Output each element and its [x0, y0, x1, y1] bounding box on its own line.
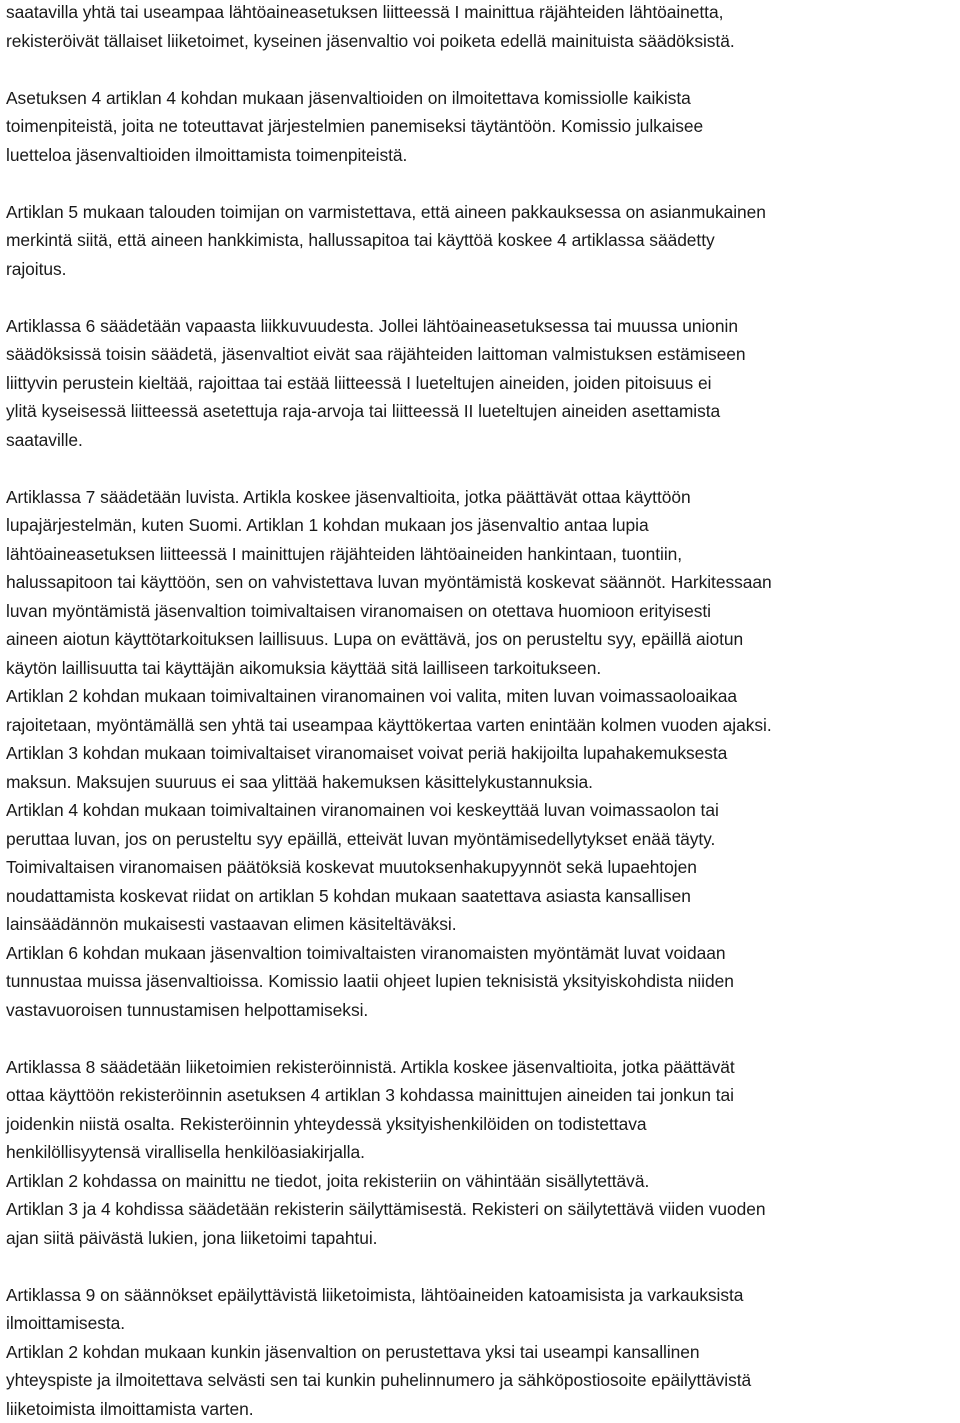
paragraph [6, 483, 954, 1025]
text-line: Artiklan 5 mukaan talouden toimijan on varmistettava, että aineen pakkauksessa on asianmukainen [6, 198, 954, 227]
text-line: ilmoittamisesta. [6, 1309, 954, 1338]
paragraph-gap [6, 55, 954, 84]
text-line: Artiklan 2 kohdassa on mainittu ne tiedot, joita rekisteriin on vähintään sisällytettävä. [6, 1167, 954, 1196]
paragraph-gap [6, 283, 954, 312]
text-line: halussapitoon tai käyttöön, sen on vahvistettava luvan myöntämistä koskevat säännöt. Harkitessaan [6, 568, 954, 597]
text-line: maksun. Maksujen suuruus ei saa ylittää hakemuksen käsittelykustannuksia. [6, 768, 954, 797]
text-line: Artiklan 2 kohdan mukaan toimivaltainen viranomainen voi valita, miten luvan voimassaoloaikaa [6, 682, 954, 711]
text-line: lähtöaineasetuksen liitteessä I mainittujen räjähteiden lähtöaineiden hankintaan, tuontiin, [6, 540, 954, 569]
paragraph [6, 312, 954, 455]
text-line: Artiklassa 8 säädetään liiketoimien rekisteröinnistä. Artikla koskee jäsenvaltioita, jotka päättävät [6, 1053, 954, 1082]
text-line: säädöksissä toisin säädetä, jäsenvaltiot eivät saa räjähteiden laittoman valmistuksen estämiseen [6, 340, 954, 369]
paragraph [6, 1053, 954, 1253]
text-line: aineen aiotun käyttötarkoituksen laillisuus. Lupa on evättävä, jos on perusteltu syy, epäillä aiotun [6, 625, 954, 654]
paragraph-gap [6, 1252, 954, 1281]
paragraph [6, 0, 954, 55]
text-line: Artiklassa 6 säädetään vapaasta liikkuvuudesta. Jollei lähtöaineasetuksessa tai muussa unionin [6, 312, 954, 341]
text-line: noudattamista koskevat riidat on artiklan 5 kohdan mukaan saatettava asiasta kansallisen [6, 882, 954, 911]
paragraph [6, 84, 954, 170]
text-line: peruttaa luvan, jos on perusteltu syy epäillä, etteivät luvan myöntämisedellytykset enää täyty. [6, 825, 954, 854]
paragraph-gap [6, 454, 954, 483]
text-line: Artiklan 2 kohdan mukaan kunkin jäsenvaltion on perustettava yksi tai useampi kansallinen [6, 1338, 954, 1367]
text-line: yhteyspiste ja ilmoitettava selvästi sen tai kunkin puhelinnumero ja sähköpostiosoite epäilyttävistä [6, 1366, 954, 1395]
text-line: ajan siitä päivästä lukien, jona liiketoimi tapahtui. [6, 1224, 954, 1253]
text-line: käytön laillisuutta tai käyttäjän aikomuksia käyttää sitä lailliseen tarkoitukseen. [6, 654, 954, 683]
text-line: joidenkin niistä osalta. Rekisteröinnin yhteydessä yksityishenkilöiden on todistettava [6, 1110, 954, 1139]
text-line: lupajärjestelmän, kuten Suomi. Artiklan 1 kohdan mukaan jos jäsenvaltio antaa lupia [6, 511, 954, 540]
text-line: rajoitus. [6, 255, 954, 284]
text-line: rekisteröivät tällaiset liiketoimet, kyseinen jäsenvaltio voi poiketa edellä mainituista säädöksistä. [6, 27, 954, 56]
text-line: liiketoimista ilmoittamista varten. [6, 1395, 954, 1423]
paragraph [6, 198, 954, 284]
text-line: toimenpiteistä, joita ne toteuttavat järjestelmien panemiseksi täytäntöön. Komissio julkaisee [6, 112, 954, 141]
text-line: rajoitetaan, myöntämällä sen yhtä tai useampaa käyttökertaa varten enintään kolmen vuoden ajaksi. [6, 711, 954, 740]
text-line: saatavilla yhtä tai useampaa lähtöaineasetuksen liitteessä I mainittua räjähteiden lähtöainetta, [6, 0, 954, 27]
text-line: lainsäädännön mukaisesti vastaavan elimen käsiteltäväksi. [6, 910, 954, 939]
text-line: luetteloa jäsenvaltioiden ilmoittamista toimenpiteistä. [6, 141, 954, 170]
text-line: ylitä kyseisessä liitteessä asetettuja raja-arvoja tai liitteessä II lueteltujen aineiden asettamista [6, 397, 954, 426]
text-line: liittyvin perustein kieltää, rajoittaa tai estää liitteessä I lueteltujen aineiden, joiden pitoisuus ei [6, 369, 954, 398]
text-line: Toimivaltaisen viranomaisen päätöksiä koskevat muutoksenhakupyynnöt sekä lupaehtojen [6, 853, 954, 882]
text-line: Artiklan 3 ja 4 kohdissa säädetään rekisterin säilyttämisestä. Rekisteri on säilytettävä viiden vuoden [6, 1195, 954, 1224]
text-line: luvan myöntämistä jäsenvaltion toimivaltaisen viranomaisen on otettava huomioon erityisesti [6, 597, 954, 626]
text-line: henkilöllisyytensä virallisella henkilöasiakirjalla. [6, 1138, 954, 1167]
text-line: Artiklan 6 kohdan mukaan jäsenvaltion toimivaltaisten viranomaisten myöntämät luvat voidaan [6, 939, 954, 968]
text-line: ottaa käyttöön rekisteröinnin asetuksen 4 artiklan 3 kohdassa mainittujen aineiden tai jonkun tai [6, 1081, 954, 1110]
text-line: saataville. [6, 426, 954, 455]
text-line: tunnustaa muissa jäsenvaltioissa. Komissio laatii ohjeet lupien teknisistä yksityiskohdista niiden [6, 967, 954, 996]
text-line: Artiklassa 9 on säännökset epäilyttävistä liiketoimista, lähtöaineiden katoamisista ja varkauksista [6, 1281, 954, 1310]
text-line: merkintä siitä, että aineen hankkimista, hallussapitoa tai käyttöä koskee 4 artiklassa säädetty [6, 226, 954, 255]
paragraph [6, 1281, 954, 1423]
text-line: Asetuksen 4 artiklan 4 kohdan mukaan jäsenvaltioiden on ilmoitettava komissiolle kaikista [6, 84, 954, 113]
paragraph-gap [6, 169, 954, 198]
text-line: Artiklassa 7 säädetään luvista. Artikla koskee jäsenvaltioita, jotka päättävät ottaa käyttöön [6, 483, 954, 512]
text-line: Artiklan 4 kohdan mukaan toimivaltainen viranomainen voi keskeyttää luvan voimassaolon tai [6, 796, 954, 825]
paragraph-gap [6, 1024, 954, 1053]
text-line: vastavuoroisen tunnustamisen helpottamiseksi. [6, 996, 954, 1025]
text-line: Artiklan 3 kohdan mukaan toimivaltaiset viranomaiset voivat periä hakijoilta lupahakemuksesta [6, 739, 954, 768]
